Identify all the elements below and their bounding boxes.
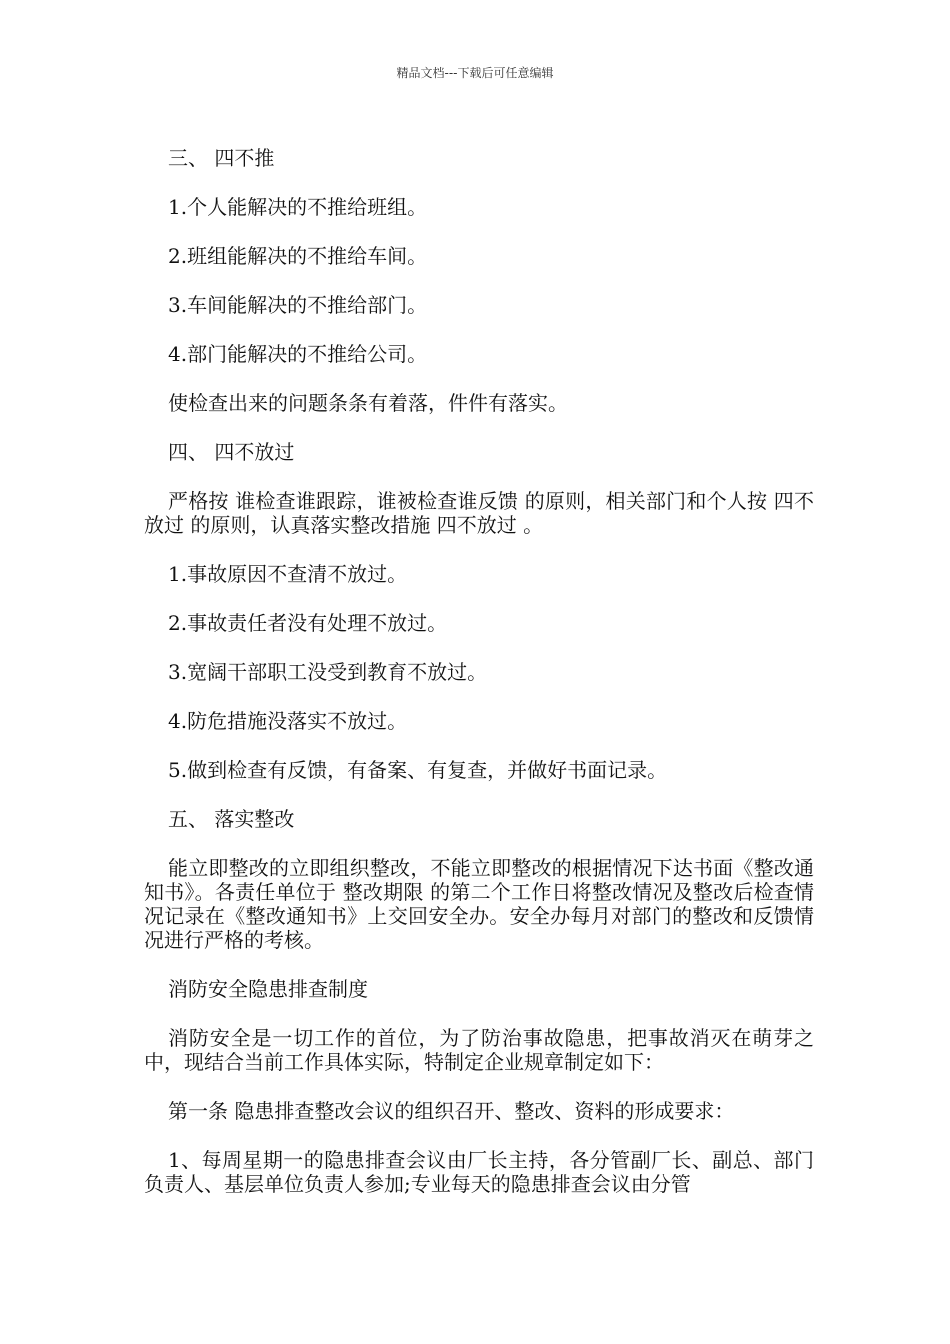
- list-item: 3.宽阔干部职工没受到教育不放过。: [168, 660, 488, 684]
- document-title: 消防安全隐患排查制度: [168, 977, 368, 1001]
- page-header: 精品文档---下载后可任意编辑: [396, 66, 554, 80]
- list-item: 2.班组能解决的不推给车间。: [168, 244, 428, 268]
- paragraph: 消防安全是一切工作的首位，为了防治事故隐患，把事故消灭在萌芽之中，现结合当前工作具体实际，特制定企业规章制定如下：: [144, 1026, 814, 1074]
- list-item: 1.事故原因不查清不放过。: [168, 562, 408, 586]
- paragraph: 能立即整改的立即组织整改，不能立即整改的根据情况下达书面《整改通知书》。各责任单位于 整改期限 的第二个工作日将整改情况及整改后检查情况记录在《整改通知书》上交回安全办。安全办每月对部门的整改和反馈情况进行严格的考核。: [144, 856, 814, 952]
- list-item: 4.防危措施没落实不放过。: [168, 709, 408, 733]
- article-heading: 第一条 隐患排查整改会议的组织召开、整改、资料的形成要求：: [168, 1099, 735, 1123]
- list-item: 3.车间能解决的不推给部门。: [168, 293, 428, 317]
- paragraph: 使检查出来的问题条条有着落，件件有落实。: [168, 391, 568, 415]
- section-heading-four: 四、 四不放过: [168, 440, 295, 464]
- paragraph: 1、每周星期一的隐患排查会议由厂长主持，各分管副厂长、副总、部门负责人、基层单位负责人参加;专业每天的隐患排查会议由分管: [144, 1148, 814, 1196]
- list-item: 2.事故责任者没有处理不放过。: [168, 611, 448, 635]
- list-item: 1.个人能解决的不推给班组。: [168, 195, 428, 219]
- section-heading-three: 三、 四不推: [168, 146, 275, 170]
- section-heading-five: 五、 落实整改: [168, 807, 295, 831]
- paragraph: 严格按 谁检查谁跟踪，谁被检查谁反馈 的原则，相关部门和个人按 四不放过 的原则，认真落实整改措施 四不放过 。: [144, 489, 814, 537]
- list-item: 4.部门能解决的不推给公司。: [168, 342, 428, 366]
- document-body: [144, 146, 814, 1221]
- list-item: 5.做到检查有反馈，有备案、有复查，并做好书面记录。: [168, 758, 668, 782]
